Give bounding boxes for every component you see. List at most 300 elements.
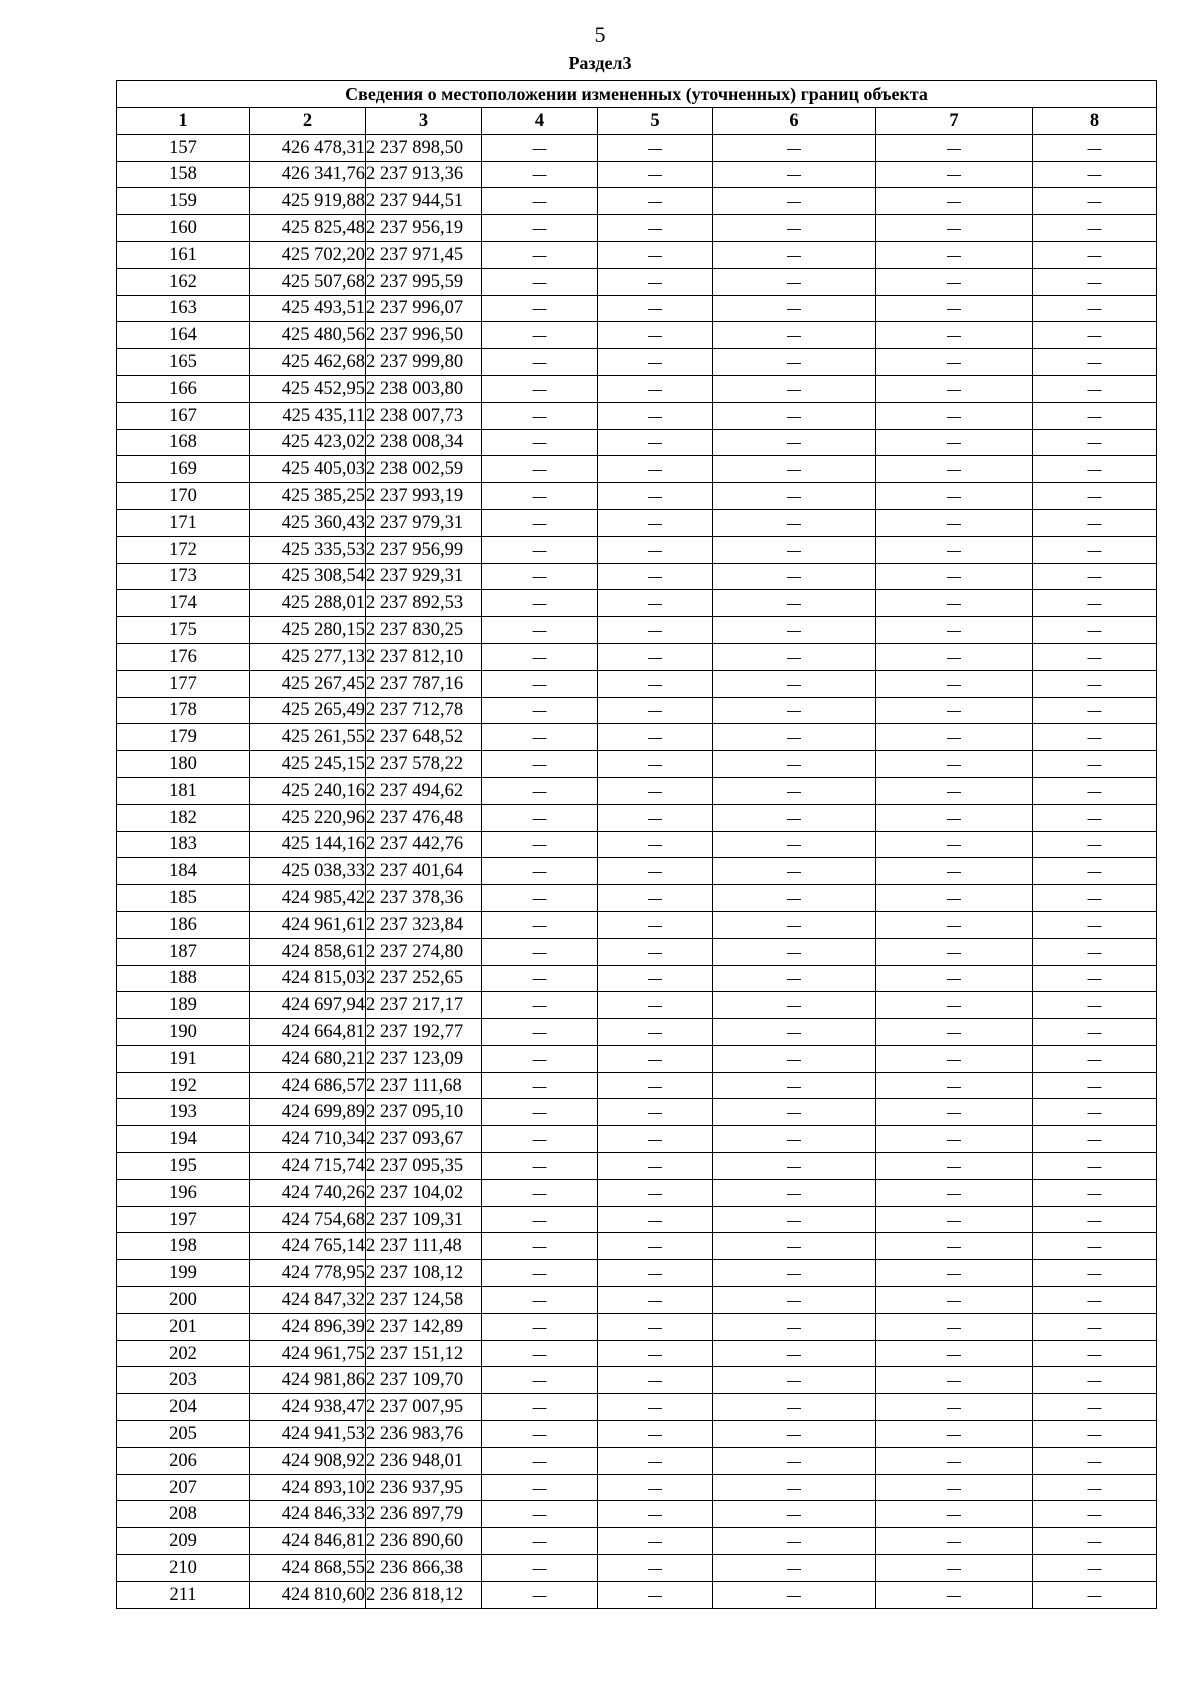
table-row xyxy=(117,456,1157,483)
x-coordinate-cell: 424 846,33 xyxy=(250,1501,366,1528)
empty-value-cell: — xyxy=(482,777,598,804)
empty-value-cell: — xyxy=(482,1528,598,1555)
empty-value-cell: — xyxy=(876,215,1033,242)
empty-value-cell: — xyxy=(1033,1153,1157,1180)
y-coordinate-cell: 2 236 818,12 xyxy=(366,1581,482,1608)
empty-value-cell: — xyxy=(713,1045,876,1072)
y-coordinate-cell: 2 237 252,65 xyxy=(366,965,482,992)
x-coordinate-cell: 424 961,75 xyxy=(250,1340,366,1367)
table-row xyxy=(117,858,1157,885)
x-coordinate-cell: 425 280,15 xyxy=(250,617,366,644)
y-coordinate-cell: 2 237 929,31 xyxy=(366,563,482,590)
table-row xyxy=(117,590,1157,617)
empty-value-cell: — xyxy=(482,161,598,188)
point-number-cell: 168 xyxy=(117,429,250,456)
empty-value-cell: — xyxy=(1033,1555,1157,1582)
y-coordinate-cell: 2 237 830,25 xyxy=(366,617,482,644)
empty-value-cell: — xyxy=(713,402,876,429)
table-row xyxy=(117,1179,1157,1206)
empty-value-cell: — xyxy=(598,188,713,215)
empty-value-cell: — xyxy=(482,938,598,965)
empty-value-cell: — xyxy=(713,697,876,724)
table-row xyxy=(117,1367,1157,1394)
empty-value-cell: — xyxy=(713,456,876,483)
empty-value-cell: — xyxy=(598,295,713,322)
point-number-cell: 206 xyxy=(117,1447,250,1474)
y-coordinate-cell: 2 237 217,17 xyxy=(366,992,482,1019)
column-header: 2 xyxy=(250,108,366,135)
point-number-cell: 197 xyxy=(117,1206,250,1233)
table-row xyxy=(117,1581,1157,1608)
empty-value-cell: — xyxy=(876,349,1033,376)
empty-value-cell: — xyxy=(482,1153,598,1180)
table-row xyxy=(117,1019,1157,1046)
empty-value-cell: — xyxy=(482,804,598,831)
point-number-cell: 171 xyxy=(117,509,250,536)
point-number-cell: 195 xyxy=(117,1153,250,1180)
empty-value-cell: — xyxy=(598,858,713,885)
empty-value-cell: — xyxy=(876,536,1033,563)
empty-value-cell: — xyxy=(1033,965,1157,992)
point-number-cell: 211 xyxy=(117,1581,250,1608)
empty-value-cell: — xyxy=(1033,1581,1157,1608)
empty-value-cell: — xyxy=(1033,1179,1157,1206)
x-coordinate-cell: 424 908,92 xyxy=(250,1447,366,1474)
empty-value-cell: — xyxy=(1033,885,1157,912)
point-number-cell: 174 xyxy=(117,590,250,617)
y-coordinate-cell: 2 237 944,51 xyxy=(366,188,482,215)
x-coordinate-cell: 424 847,32 xyxy=(250,1287,366,1314)
y-coordinate-cell: 2 237 898,50 xyxy=(366,134,482,161)
y-coordinate-cell: 2 237 401,64 xyxy=(366,858,482,885)
empty-value-cell: — xyxy=(876,831,1033,858)
point-number-cell: 159 xyxy=(117,188,250,215)
x-coordinate-cell: 425 335,53 xyxy=(250,536,366,563)
empty-value-cell: — xyxy=(876,1555,1033,1582)
empty-value-cell: — xyxy=(1033,1367,1157,1394)
empty-value-cell: — xyxy=(713,1206,876,1233)
table-row xyxy=(117,1474,1157,1501)
y-coordinate-cell: 2 237 274,80 xyxy=(366,938,482,965)
y-coordinate-cell: 2 236 890,60 xyxy=(366,1528,482,1555)
empty-value-cell: — xyxy=(598,509,713,536)
x-coordinate-cell: 424 740,26 xyxy=(250,1179,366,1206)
x-coordinate-cell: 425 267,45 xyxy=(250,670,366,697)
empty-value-cell: — xyxy=(713,858,876,885)
empty-value-cell: — xyxy=(598,429,713,456)
empty-value-cell: — xyxy=(482,643,598,670)
empty-value-cell: — xyxy=(713,938,876,965)
y-coordinate-cell: 2 236 983,76 xyxy=(366,1421,482,1448)
empty-value-cell: — xyxy=(713,1474,876,1501)
y-coordinate-cell: 2 237 993,19 xyxy=(366,483,482,510)
empty-value-cell: — xyxy=(1033,992,1157,1019)
empty-value-cell: — xyxy=(876,643,1033,670)
empty-value-cell: — xyxy=(713,885,876,912)
table-row xyxy=(117,215,1157,242)
empty-value-cell: — xyxy=(1033,295,1157,322)
point-number-cell: 192 xyxy=(117,1072,250,1099)
empty-value-cell: — xyxy=(482,1501,598,1528)
empty-value-cell: — xyxy=(598,1045,713,1072)
table-row xyxy=(117,161,1157,188)
table-row xyxy=(117,1555,1157,1582)
table-row xyxy=(117,134,1157,161)
empty-value-cell: — xyxy=(713,215,876,242)
point-number-cell: 201 xyxy=(117,1313,250,1340)
point-number-cell: 163 xyxy=(117,295,250,322)
empty-value-cell: — xyxy=(876,268,1033,295)
point-number-cell: 205 xyxy=(117,1421,250,1448)
x-coordinate-cell: 425 825,48 xyxy=(250,215,366,242)
y-coordinate-cell: 2 237 956,99 xyxy=(366,536,482,563)
x-coordinate-cell: 425 261,55 xyxy=(250,724,366,751)
point-number-cell: 172 xyxy=(117,536,250,563)
x-coordinate-cell: 424 710,34 xyxy=(250,1126,366,1153)
empty-value-cell: — xyxy=(598,697,713,724)
empty-value-cell: — xyxy=(482,215,598,242)
x-coordinate-cell: 424 938,47 xyxy=(250,1394,366,1421)
empty-value-cell: — xyxy=(1033,349,1157,376)
point-number-cell: 164 xyxy=(117,322,250,349)
y-coordinate-cell: 2 238 008,34 xyxy=(366,429,482,456)
empty-value-cell: — xyxy=(482,509,598,536)
empty-value-cell: — xyxy=(876,563,1033,590)
y-coordinate-cell: 2 237 971,45 xyxy=(366,241,482,268)
empty-value-cell: — xyxy=(482,429,598,456)
y-coordinate-cell: 2 237 378,36 xyxy=(366,885,482,912)
y-coordinate-cell: 2 236 937,95 xyxy=(366,1474,482,1501)
empty-value-cell: — xyxy=(1033,536,1157,563)
x-coordinate-cell: 424 778,95 xyxy=(250,1260,366,1287)
empty-value-cell: — xyxy=(1033,1287,1157,1314)
empty-value-cell: — xyxy=(1033,670,1157,697)
empty-value-cell: — xyxy=(1033,938,1157,965)
x-coordinate-cell: 425 288,01 xyxy=(250,590,366,617)
x-coordinate-cell: 424 664,81 xyxy=(250,1019,366,1046)
empty-value-cell: — xyxy=(713,670,876,697)
empty-value-cell: — xyxy=(876,1179,1033,1206)
x-coordinate-cell: 424 754,68 xyxy=(250,1206,366,1233)
point-number-cell: 162 xyxy=(117,268,250,295)
y-coordinate-cell: 2 237 996,07 xyxy=(366,295,482,322)
point-number-cell: 209 xyxy=(117,1528,250,1555)
empty-value-cell: — xyxy=(1033,617,1157,644)
empty-value-cell: — xyxy=(598,751,713,778)
empty-value-cell: — xyxy=(598,804,713,831)
empty-value-cell: — xyxy=(598,215,713,242)
empty-value-cell: — xyxy=(598,241,713,268)
empty-value-cell: — xyxy=(598,1581,713,1608)
y-coordinate-cell: 2 237 109,70 xyxy=(366,1367,482,1394)
empty-value-cell: — xyxy=(713,536,876,563)
empty-value-cell: — xyxy=(876,134,1033,161)
table-row xyxy=(117,1501,1157,1528)
y-coordinate-cell: 2 237 109,31 xyxy=(366,1206,482,1233)
empty-value-cell: — xyxy=(1033,911,1157,938)
column-header: 6 xyxy=(713,108,876,135)
x-coordinate-cell: 424 896,39 xyxy=(250,1313,366,1340)
empty-value-cell: — xyxy=(1033,375,1157,402)
empty-value-cell: — xyxy=(482,1340,598,1367)
point-number-cell: 160 xyxy=(117,215,250,242)
empty-value-cell: — xyxy=(482,670,598,697)
point-number-cell: 202 xyxy=(117,1340,250,1367)
empty-value-cell: — xyxy=(713,375,876,402)
empty-value-cell: — xyxy=(713,483,876,510)
y-coordinate-cell: 2 237 007,95 xyxy=(366,1394,482,1421)
empty-value-cell: — xyxy=(713,1528,876,1555)
empty-value-cell: — xyxy=(482,456,598,483)
x-coordinate-cell: 424 697,94 xyxy=(250,992,366,1019)
table-row xyxy=(117,831,1157,858)
y-coordinate-cell: 2 237 812,10 xyxy=(366,643,482,670)
empty-value-cell: — xyxy=(713,1555,876,1582)
empty-value-cell: — xyxy=(598,375,713,402)
empty-value-cell: — xyxy=(876,724,1033,751)
y-coordinate-cell: 2 237 494,62 xyxy=(366,777,482,804)
point-number-cell: 183 xyxy=(117,831,250,858)
empty-value-cell: — xyxy=(876,804,1033,831)
empty-value-cell: — xyxy=(482,1072,598,1099)
empty-value-cell: — xyxy=(876,751,1033,778)
empty-value-cell: — xyxy=(598,402,713,429)
empty-value-cell: — xyxy=(1033,188,1157,215)
point-number-cell: 167 xyxy=(117,402,250,429)
empty-value-cell: — xyxy=(876,938,1033,965)
x-coordinate-cell: 425 423,02 xyxy=(250,429,366,456)
x-coordinate-cell: 425 462,68 xyxy=(250,349,366,376)
empty-value-cell: — xyxy=(876,483,1033,510)
empty-value-cell: — xyxy=(1033,831,1157,858)
empty-value-cell: — xyxy=(876,402,1033,429)
empty-value-cell: — xyxy=(876,1126,1033,1153)
empty-value-cell: — xyxy=(598,992,713,1019)
empty-value-cell: — xyxy=(598,1206,713,1233)
y-coordinate-cell: 2 237 712,78 xyxy=(366,697,482,724)
column-header: 5 xyxy=(598,108,713,135)
empty-value-cell: — xyxy=(598,536,713,563)
empty-value-cell: — xyxy=(1033,1421,1157,1448)
empty-value-cell: — xyxy=(713,777,876,804)
column-header: 4 xyxy=(482,108,598,135)
point-number-cell: 166 xyxy=(117,375,250,402)
empty-value-cell: — xyxy=(713,1501,876,1528)
point-number-cell: 193 xyxy=(117,1099,250,1126)
empty-value-cell: — xyxy=(713,1287,876,1314)
y-coordinate-cell: 2 237 142,89 xyxy=(366,1313,482,1340)
empty-value-cell: — xyxy=(713,1072,876,1099)
y-coordinate-cell: 2 238 002,59 xyxy=(366,456,482,483)
table-row xyxy=(117,1313,1157,1340)
y-coordinate-cell: 2 237 192,77 xyxy=(366,1019,482,1046)
x-coordinate-cell: 424 941,53 xyxy=(250,1421,366,1448)
y-coordinate-cell: 2 237 996,50 xyxy=(366,322,482,349)
empty-value-cell: — xyxy=(713,241,876,268)
empty-value-cell: — xyxy=(598,1367,713,1394)
empty-value-cell: — xyxy=(1033,456,1157,483)
empty-value-cell: — xyxy=(876,1501,1033,1528)
empty-value-cell: — xyxy=(876,1206,1033,1233)
empty-value-cell: — xyxy=(876,188,1033,215)
empty-value-cell: — xyxy=(1033,215,1157,242)
table-row xyxy=(117,322,1157,349)
empty-value-cell: — xyxy=(482,134,598,161)
point-number-cell: 184 xyxy=(117,858,250,885)
empty-value-cell: — xyxy=(876,1367,1033,1394)
empty-value-cell: — xyxy=(598,1555,713,1582)
empty-value-cell: — xyxy=(482,402,598,429)
empty-value-cell: — xyxy=(713,1179,876,1206)
point-number-cell: 173 xyxy=(117,563,250,590)
empty-value-cell: — xyxy=(598,724,713,751)
empty-value-cell: — xyxy=(1033,777,1157,804)
empty-value-cell: — xyxy=(713,1581,876,1608)
empty-value-cell: — xyxy=(598,134,713,161)
empty-value-cell: — xyxy=(598,322,713,349)
table-row xyxy=(117,724,1157,751)
table-row xyxy=(117,777,1157,804)
point-number-cell: 196 xyxy=(117,1179,250,1206)
x-coordinate-cell: 424 765,14 xyxy=(250,1233,366,1260)
empty-value-cell: — xyxy=(1033,161,1157,188)
x-coordinate-cell: 424 715,74 xyxy=(250,1153,366,1180)
point-number-cell: 208 xyxy=(117,1501,250,1528)
empty-value-cell: — xyxy=(598,965,713,992)
y-coordinate-cell: 2 237 111,68 xyxy=(366,1072,482,1099)
table-row xyxy=(117,349,1157,376)
empty-value-cell: — xyxy=(482,1394,598,1421)
empty-value-cell: — xyxy=(482,1555,598,1582)
x-coordinate-cell: 425 265,49 xyxy=(250,697,366,724)
x-coordinate-cell: 424 868,55 xyxy=(250,1555,366,1582)
empty-value-cell: — xyxy=(598,1072,713,1099)
empty-value-cell: — xyxy=(1033,563,1157,590)
point-number-cell: 191 xyxy=(117,1045,250,1072)
empty-value-cell: — xyxy=(713,188,876,215)
table-row xyxy=(117,1287,1157,1314)
empty-value-cell: — xyxy=(598,938,713,965)
empty-value-cell: — xyxy=(482,1474,598,1501)
table-row xyxy=(117,643,1157,670)
empty-value-cell: — xyxy=(713,429,876,456)
y-coordinate-cell: 2 237 095,35 xyxy=(366,1153,482,1180)
table-row xyxy=(117,1206,1157,1233)
empty-value-cell: — xyxy=(713,911,876,938)
y-coordinate-cell: 2 237 956,19 xyxy=(366,215,482,242)
table-row xyxy=(117,1233,1157,1260)
y-coordinate-cell: 2 237 578,22 xyxy=(366,751,482,778)
table-row xyxy=(117,1447,1157,1474)
table-row xyxy=(117,992,1157,1019)
empty-value-cell: — xyxy=(598,1474,713,1501)
empty-value-cell: — xyxy=(876,1394,1033,1421)
x-coordinate-cell: 425 480,56 xyxy=(250,322,366,349)
empty-value-cell: — xyxy=(876,911,1033,938)
empty-value-cell: — xyxy=(482,268,598,295)
empty-value-cell: — xyxy=(482,590,598,617)
empty-value-cell: — xyxy=(876,777,1033,804)
empty-value-cell: — xyxy=(876,670,1033,697)
y-coordinate-cell: 2 238 007,73 xyxy=(366,402,482,429)
empty-value-cell: — xyxy=(713,563,876,590)
empty-value-cell: — xyxy=(482,751,598,778)
table-row xyxy=(117,804,1157,831)
empty-value-cell: — xyxy=(876,1233,1033,1260)
x-coordinate-cell: 425 702,20 xyxy=(250,241,366,268)
point-number-cell: 187 xyxy=(117,938,250,965)
empty-value-cell: — xyxy=(876,1313,1033,1340)
empty-value-cell: — xyxy=(876,965,1033,992)
empty-value-cell: — xyxy=(876,1528,1033,1555)
table-caption: Сведения о местоположении измененных (уточненных) границ объекта xyxy=(117,81,1157,108)
empty-value-cell: — xyxy=(1033,1394,1157,1421)
x-coordinate-cell: 424 680,21 xyxy=(250,1045,366,1072)
empty-value-cell: — xyxy=(1033,724,1157,751)
table-row xyxy=(117,1099,1157,1126)
empty-value-cell: — xyxy=(482,965,598,992)
y-coordinate-cell: 2 237 648,52 xyxy=(366,724,482,751)
coordinates-table xyxy=(116,80,1157,1609)
empty-value-cell: — xyxy=(876,429,1033,456)
empty-value-cell: — xyxy=(713,268,876,295)
y-coordinate-cell: 2 237 476,48 xyxy=(366,804,482,831)
table-row xyxy=(117,965,1157,992)
empty-value-cell: — xyxy=(713,617,876,644)
empty-value-cell: — xyxy=(876,161,1033,188)
point-number-cell: 198 xyxy=(117,1233,250,1260)
point-number-cell: 158 xyxy=(117,161,250,188)
empty-value-cell: — xyxy=(713,1367,876,1394)
empty-value-cell: — xyxy=(1033,483,1157,510)
empty-value-cell: — xyxy=(598,885,713,912)
empty-value-cell: — xyxy=(1033,268,1157,295)
empty-value-cell: — xyxy=(598,643,713,670)
table-row xyxy=(117,536,1157,563)
empty-value-cell: — xyxy=(482,1367,598,1394)
point-number-cell: 200 xyxy=(117,1287,250,1314)
y-coordinate-cell: 2 237 095,10 xyxy=(366,1099,482,1126)
empty-value-cell: — xyxy=(1033,1072,1157,1099)
empty-value-cell: — xyxy=(1033,1126,1157,1153)
point-number-cell: 203 xyxy=(117,1367,250,1394)
empty-value-cell: — xyxy=(598,1528,713,1555)
point-number-cell: 199 xyxy=(117,1260,250,1287)
empty-value-cell: — xyxy=(1033,1340,1157,1367)
table-row xyxy=(117,670,1157,697)
point-number-cell: 179 xyxy=(117,724,250,751)
empty-value-cell: — xyxy=(713,804,876,831)
empty-value-cell: — xyxy=(482,1260,598,1287)
empty-value-cell: — xyxy=(598,1394,713,1421)
column-header-row xyxy=(117,108,1157,135)
empty-value-cell: — xyxy=(876,241,1033,268)
x-coordinate-cell: 424 858,61 xyxy=(250,938,366,965)
table-row xyxy=(117,1153,1157,1180)
empty-value-cell: — xyxy=(482,483,598,510)
empty-value-cell: — xyxy=(713,1313,876,1340)
y-coordinate-cell: 2 237 979,31 xyxy=(366,509,482,536)
empty-value-cell: — xyxy=(876,1581,1033,1608)
empty-value-cell: — xyxy=(1033,429,1157,456)
empty-value-cell: — xyxy=(876,1421,1033,1448)
empty-value-cell: — xyxy=(482,1099,598,1126)
empty-value-cell: — xyxy=(598,1287,713,1314)
x-coordinate-cell: 424 985,42 xyxy=(250,885,366,912)
column-header: 7 xyxy=(876,108,1033,135)
y-coordinate-cell: 2 237 892,53 xyxy=(366,590,482,617)
empty-value-cell: — xyxy=(876,617,1033,644)
